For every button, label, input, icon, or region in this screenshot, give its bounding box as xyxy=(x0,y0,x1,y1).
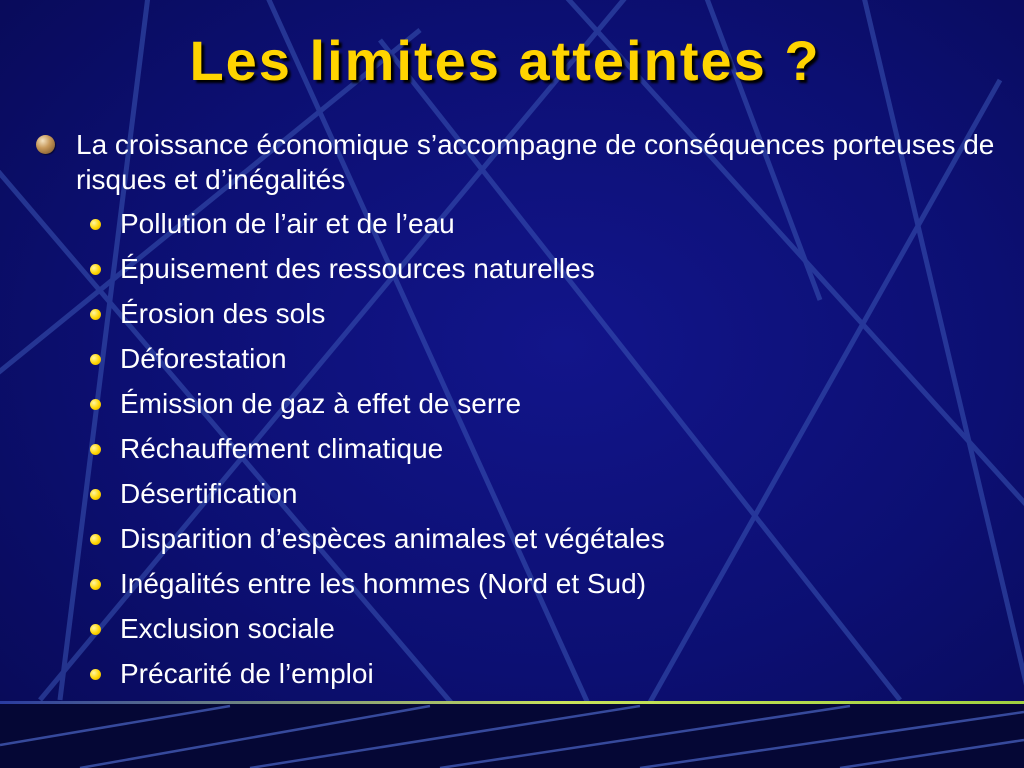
list-item xyxy=(36,611,1011,646)
yellow-dot-bullet-icon xyxy=(90,264,101,275)
list-item xyxy=(36,386,1011,421)
slide-body xyxy=(36,127,1011,701)
yellow-dot-bullet-icon xyxy=(90,354,101,365)
list-item-text: Précarité de l’emploi xyxy=(120,658,374,689)
list-item-text: Émission de gaz à effet de serre xyxy=(120,388,522,419)
list-item xyxy=(36,566,1011,601)
yellow-dot-bullet-icon xyxy=(90,444,101,455)
list-item xyxy=(36,656,1011,691)
list-item xyxy=(36,341,1011,376)
yellow-dot-bullet-icon xyxy=(90,399,101,410)
sub-bullet-list xyxy=(36,206,1011,691)
bronze-orb-bullet-icon xyxy=(36,135,55,154)
slide-title: Les limites atteintes ? xyxy=(189,29,821,92)
list-item xyxy=(36,476,1011,511)
main-bullet-text: La croissance économique s’accompagne de conséquences porteuses de risques et d’inégalités xyxy=(76,129,995,195)
list-item xyxy=(36,431,1011,466)
yellow-dot-bullet-icon xyxy=(90,534,101,545)
list-item-text: Épuisement des ressources naturelles xyxy=(120,253,595,284)
list-item-text: Réchauffement climatique xyxy=(120,433,444,464)
main-bullet xyxy=(36,127,1011,197)
list-item xyxy=(36,206,1011,241)
list-item-text: Désertification xyxy=(120,478,298,509)
list-item-text: Disparition d’espèces animales et végétales xyxy=(120,523,665,554)
list-item-text: Exclusion sociale xyxy=(120,613,335,644)
yellow-dot-bullet-icon xyxy=(90,669,101,680)
footer-accent-line xyxy=(0,701,1024,704)
list-item-text: Érosion des sols xyxy=(120,298,326,329)
list-item xyxy=(36,296,1011,331)
yellow-dot-bullet-icon xyxy=(90,624,101,635)
list-item-text: Déforestation xyxy=(120,343,287,374)
list-item xyxy=(36,251,1011,286)
list-item xyxy=(36,521,1011,556)
yellow-dot-bullet-icon xyxy=(90,309,101,320)
yellow-dot-bullet-icon xyxy=(90,489,101,500)
yellow-dot-bullet-icon xyxy=(90,219,101,230)
list-item-text: Pollution de l’air et de l’eau xyxy=(120,208,455,239)
yellow-dot-bullet-icon xyxy=(90,579,101,590)
list-item-text: Inégalités entre les hommes (Nord et Sud) xyxy=(120,568,647,599)
